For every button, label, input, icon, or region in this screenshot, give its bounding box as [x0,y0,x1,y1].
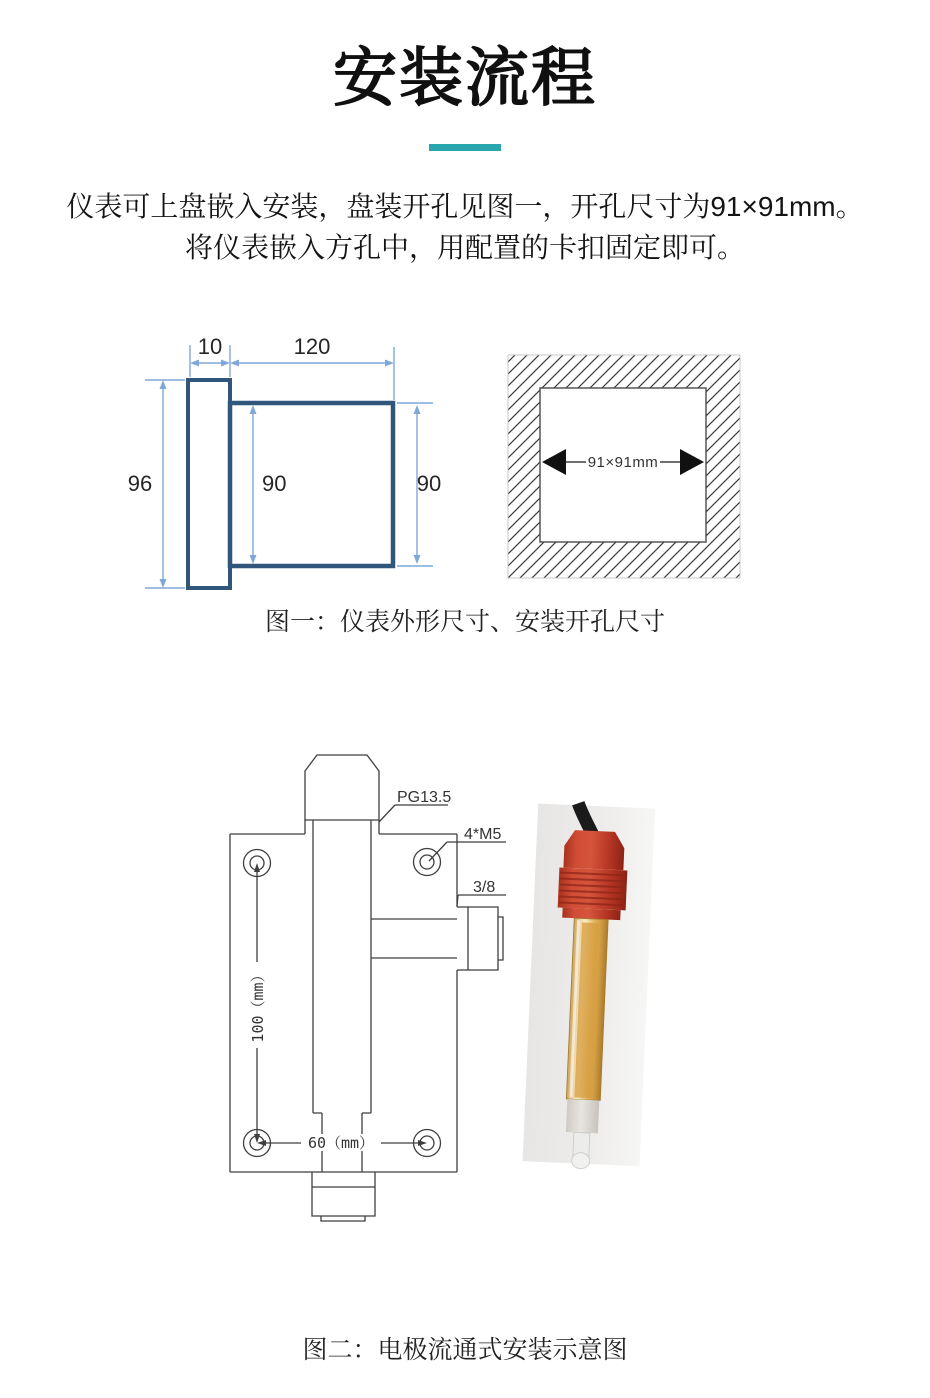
dim-120-label: 120 [293,334,331,359]
electrode-frosted-section [566,1099,599,1133]
intro-line-1: 仪表可上盘嵌入安装，盘装开孔见图一，开孔尺寸为91×91mm。 [66,191,864,222]
dim-10-label: 10 [197,334,223,359]
figure1-caption: 图一：仪表外形尺寸、安装开孔尺寸 [264,608,665,636]
title-divider [429,144,501,151]
side-fitting-outline [457,907,503,970]
instrument-bezel-outline [188,380,230,588]
figure2-flowcell-drawing [0,740,930,1240]
pipe-fitting-label: 3/8 [473,879,496,896]
cable-gland-label: PG13.5 [397,789,452,806]
electrode-cap-hex [563,830,625,871]
dim-60-label: 60（mm） [307,1134,375,1152]
dim-96-label: 96 [127,471,153,496]
bottom-fitting-outline [312,1172,375,1221]
page-title: 安装流程 [333,42,597,114]
fitting-leader [457,895,506,906]
pg135-leader [379,805,448,822]
intro-paragraph [0,186,930,268]
dim-90-outer-label: 90 [416,471,442,496]
figure1-dimension-drawing [0,330,930,630]
electrode-photo [522,801,655,1171]
electrode-tip-bulb [571,1152,590,1169]
figure2-caption: 图二：电极流通式安装示意图 [302,1336,628,1364]
dimension-arrowheads [160,360,421,589]
cutout-size-label: 91×91mm [587,454,659,471]
screw-holes [244,849,441,1157]
dim-100-label: 100（mm） [249,967,267,1043]
instrument-body-outline [230,403,393,566]
gland-nut-outline [305,755,379,820]
instrument-side-view [188,380,393,588]
dim-90-inner-label: 90 [262,471,287,496]
intro-line-2: 将仪表嵌入方孔中，用配置的卡扣固定即可。 [184,232,745,263]
panel-cutout-view [508,355,740,578]
cad-dim-arrowheads [254,863,427,1146]
mount-screws-label: 4*M5 [464,826,502,843]
